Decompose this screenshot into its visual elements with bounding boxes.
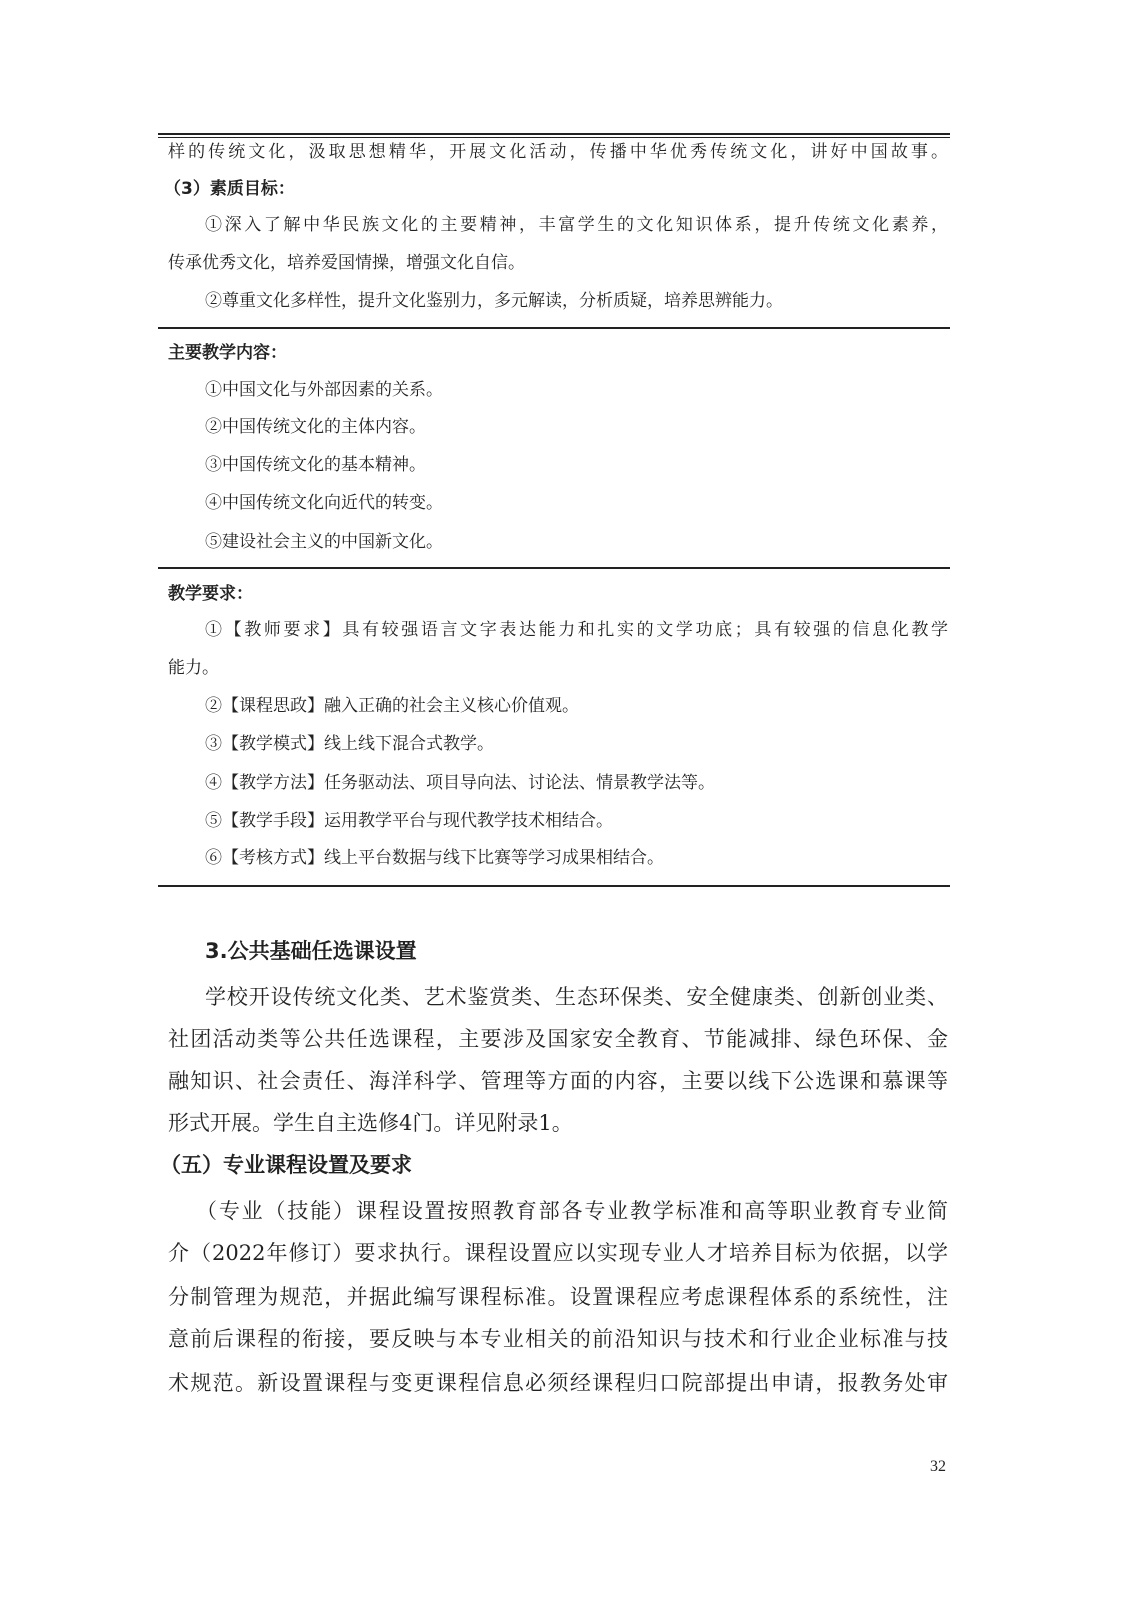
list-item: ②中国传统文化的主体内容。 [205, 417, 426, 437]
list-item: ①中国文化与外部因素的关系。 [205, 380, 443, 400]
list-item: ④【教学方法】任务驱动法、项目导向法、讨论法、情景教学法等。 [205, 773, 715, 793]
paragraph-line: 融知识、社会责任、海洋科学、管理等方面的内容，主要以线下公选课和慕课等 [168, 1069, 948, 1093]
section-heading: （五）专业课程设置及要求 [160, 1153, 412, 1177]
section-heading: 教学要求： [168, 584, 253, 604]
list-item: ⑤建设社会主义的中国新文化。 [205, 532, 443, 552]
table-row-divider [158, 327, 950, 329]
section-heading: 3.公共基础任选课设置 [205, 939, 417, 963]
list-item: ③【教学模式】线上线下混合式教学。 [205, 734, 494, 754]
list-item: ②尊重文化多样性，提升文化鉴别力，多元解读，分析质疑，培养思辨能力。 [205, 291, 783, 311]
list-item: ⑤【教学手段】运用教学平台与现代教学技术相结合。 [205, 811, 613, 831]
list-item: ②【课程思政】融入正确的社会主义核心价值观。 [205, 696, 579, 716]
table-text: 样的传统文化，汲取思想精华，开展文化活动，传播中华优秀传统文化，讲好中国故事。 [168, 142, 948, 162]
page-number: 32 [930, 1458, 946, 1475]
list-item: ③中国传统文化的基本精神。 [205, 455, 426, 475]
list-item: 传承优秀文化，培养爱国情操，增强文化自信。 [168, 253, 525, 273]
table-bottom-border [158, 885, 950, 887]
list-item: ①【教师要求】具有较强语言文字表达能力和扎实的文学功底；具有较强的信息化教学 [205, 620, 948, 640]
list-item: ⑥【考核方式】线上平台数据与线下比赛等学习成果相结合。 [205, 848, 664, 868]
list-item: ①深入了解中华民族文化的主要精神，丰富学生的文化知识体系，提升传统文化素养， [205, 215, 948, 235]
paragraph-line: 介（2022年修订）要求执行。课程设置应以实现专业人才培养目标为依据，以学 [168, 1241, 948, 1265]
list-item: 能力。 [168, 658, 219, 678]
section-heading: （3）素质目标： [164, 179, 295, 199]
table-row-divider [158, 567, 950, 569]
paragraph-line: 形式开展。学生自主选修4门。详见附录1。 [168, 1111, 573, 1135]
table-top-border [158, 133, 950, 135]
paragraph-line: 社团活动类等公共任选课程，主要涉及国家安全教育、节能减排、绿色环保、金 [168, 1027, 948, 1051]
paragraph-line: 意前后课程的衔接，要反映与本专业相关的前沿知识与技术和行业企业标准与技 [168, 1327, 948, 1351]
section-heading: 主要教学内容： [168, 343, 287, 363]
paragraph-line: 术规范。新设置课程与变更课程信息必须经课程归口院部提出申请，报教务处审 [168, 1371, 948, 1395]
table-top-border-inner [158, 137, 950, 138]
paragraph-line: （专业（技能）课程设置按照教育部各专业教学标准和高等职业教育专业简 [196, 1199, 948, 1223]
paragraph-line: 分制管理为规范，并据此编写课程标准。设置课程应考虑课程体系的系统性，注 [168, 1285, 948, 1309]
paragraph-line: 学校开设传统文化类、艺术鉴赏类、生态环保类、安全健康类、创新创业类、 [205, 985, 948, 1009]
list-item: ④中国传统文化向近代的转变。 [205, 493, 443, 513]
